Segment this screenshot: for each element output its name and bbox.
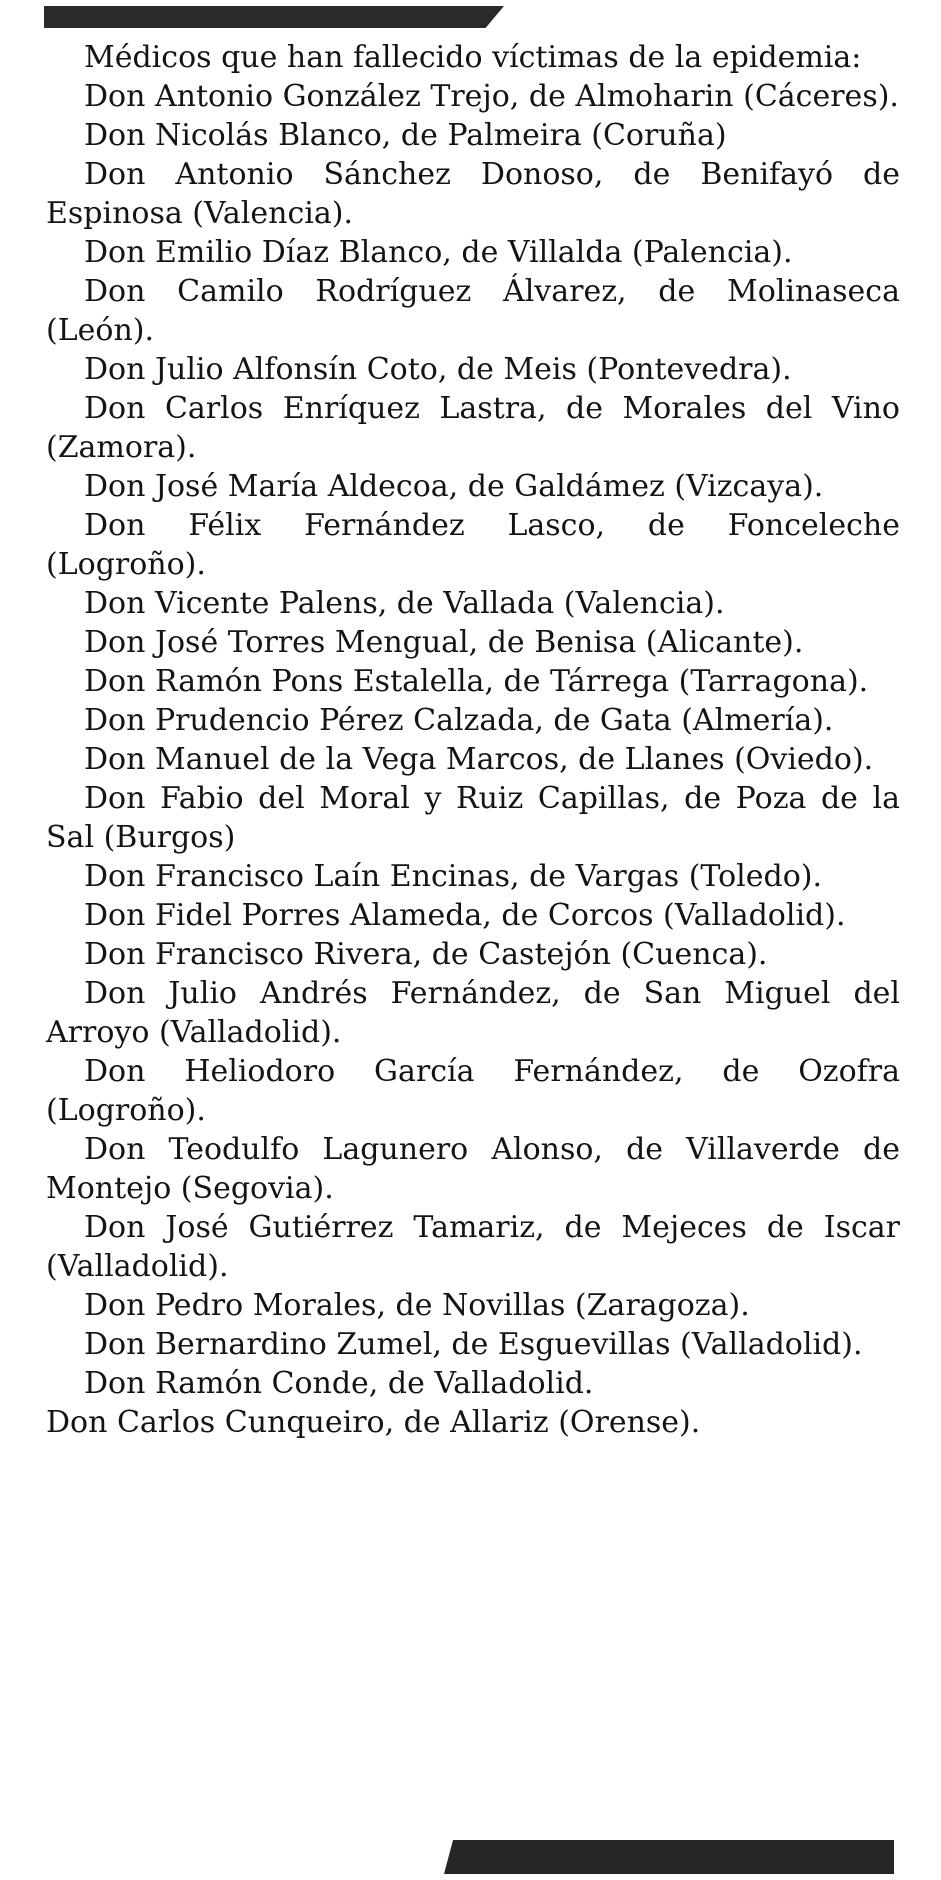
obituary-entry: Don Prudencio Pérez Calzada, de Gata (Almería). — [84, 703, 834, 738]
obituary-entry: Don Teodulfo Lagunero Alonso, de Villaverde de Montejo (Segovia). — [46, 1132, 900, 1206]
obituary-entry: Don Bernardino Zumel, de Esguevillas (Valladolid). — [84, 1327, 863, 1362]
obituary-entry: Don José Gutiérrez Tamariz, de Mejeces de Iscar (Valladolid). — [46, 1210, 900, 1284]
obituary-entry: Don Ramón Conde, de Valladolid. — [84, 1366, 594, 1401]
obituary-entry: Don José Torres Mengual, de Benisa (Alicante). — [84, 625, 804, 660]
obituary-entry-last: Don Carlos Cunqueiro, de Allariz (Orense). — [46, 1405, 701, 1440]
obituary-entry: Don Julio Alfonsín Coto, de Meis (Pontevedra). — [84, 352, 792, 387]
obituary-entry: Don Heliodoro García Fernández, de Ozofra (Logroño). — [46, 1054, 900, 1128]
obituary-entry: Don Francisco Laín Encinas, de Vargas (Toledo). — [84, 859, 823, 894]
intro-paragraph: Médicos que han fallecido víctimas de la epidemia: — [84, 40, 862, 75]
obituary-entry: Don Vicente Palens, de Vallada (Valencia). — [84, 586, 725, 621]
obituary-entry: Don Fabio del Moral y Ruiz Capillas, de Poza de la Sal (Burgos) — [46, 781, 900, 855]
article-body — [46, 38, 900, 1442]
obituary-entry: Don José María Aldecoa, de Galdámez (Vizcaya). — [84, 469, 824, 504]
obituary-entry: Don Emilio Díaz Blanco, de Villalda (Palencia). — [84, 235, 793, 270]
bottom-rule-ornament — [444, 1840, 894, 1874]
obituary-entry: Don Pedro Morales, de Novillas (Zaragoza). — [84, 1288, 750, 1323]
obituary-entry: Don Antonio González Trejo, de Almoharin (Cáceres). — [84, 79, 899, 114]
top-rule-ornament — [44, 6, 504, 28]
obituary-entry: Don Manuel de la Vega Marcos, de Llanes (Oviedo). — [84, 742, 874, 777]
obituary-entry: Don Antonio Sánchez Donoso, de Benifayó de Espinosa (Valencia). — [46, 157, 900, 231]
obituary-entry: Don Carlos Enríquez Lastra, de Morales del Vino (Zamora). — [46, 391, 900, 465]
obituary-entry: Don Fidel Porres Alameda, de Corcos (Valladolid). — [84, 898, 846, 933]
obituary-entry: Don Julio Andrés Fernández, de San Miguel del Arroyo (Valladolid). — [46, 976, 900, 1050]
obituary-entry: Don Nicolás Blanco, de Palmeira (Coruña) — [84, 118, 727, 153]
obituary-entry: Don Félix Fernández Lasco, de Fonceleche (Logroño). — [46, 508, 900, 582]
obituary-entry: Don Camilo Rodríguez Álvarez, de Molinaseca (León). — [46, 274, 900, 348]
obituary-entry: Don Francisco Rivera, de Castejón (Cuenca). — [84, 937, 768, 972]
obituary-entry: Don Ramón Pons Estalella, de Tárrega (Tarragona). — [84, 664, 869, 699]
